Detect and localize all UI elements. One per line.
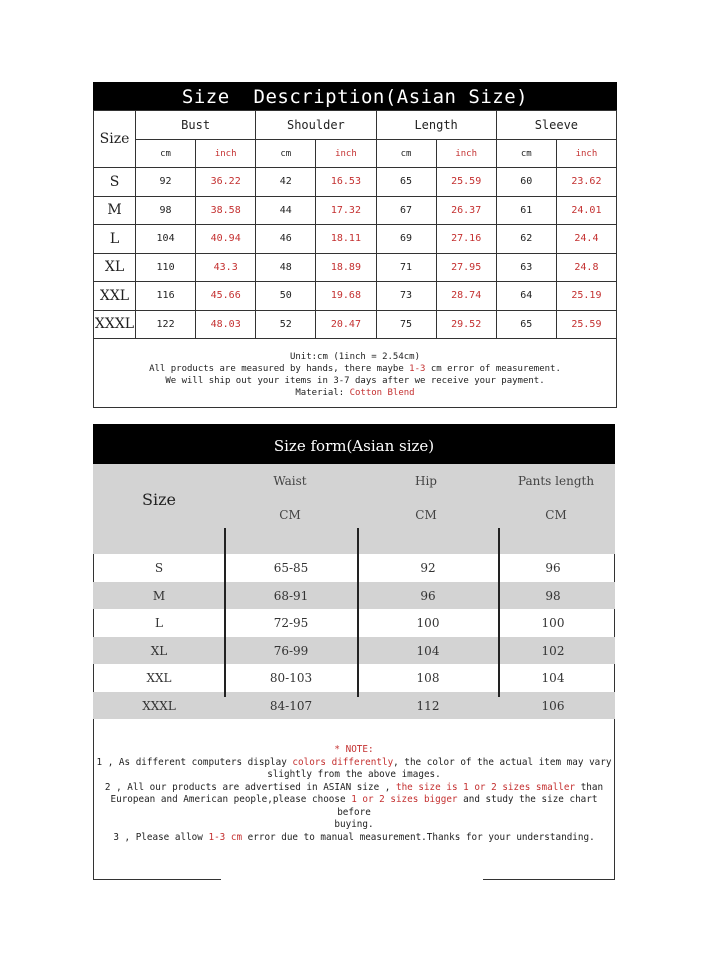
note-ship: We will ship out your items in 3-7 days after we receive your payment. [165, 376, 545, 386]
size-row [94, 253, 617, 282]
inch-value: 45.66 [196, 282, 256, 311]
cm-value: 104 [136, 225, 196, 254]
cm-value: 71 [376, 253, 436, 282]
pants-length-value: 104 [541, 671, 565, 685]
inch-value: 20.47 [316, 310, 376, 339]
cm-value: 75 [376, 310, 436, 339]
size-row [93, 554, 615, 582]
hip-value: 104 [416, 643, 440, 658]
cm-value: 69 [376, 225, 436, 254]
size-header: Size [94, 111, 136, 168]
cm-value: 65 [376, 168, 436, 197]
inch-value: 19.68 [316, 282, 376, 311]
size-label: M [94, 196, 136, 225]
inch-value: 28.74 [436, 282, 496, 311]
cm-value: 48 [256, 253, 316, 282]
bottom-rows [93, 554, 615, 719]
top-table-title: Size Description(Asian Size) [93, 82, 617, 110]
note-2: 2 , All our products are advertised in ASIAN size , the size is 1 or 2 sizes smaller than [104, 781, 604, 793]
inch-value: 25.59 [436, 168, 496, 197]
divider [357, 528, 359, 697]
inch-value: 18.89 [316, 253, 376, 282]
inch-value: 24.4 [556, 225, 616, 254]
waist-value: 65-85 [273, 561, 309, 575]
pants-length-value: 98 [545, 588, 561, 603]
hip-value: 108 [416, 671, 440, 685]
size-form-table [93, 424, 615, 882]
note-measure: All products are measured by hands, there maybe 1-3 cm error of measurement. [149, 364, 561, 374]
bottom-notes [93, 744, 615, 844]
waist-value: 84-107 [269, 698, 313, 713]
size-row [93, 692, 615, 720]
unit-inch: inch [556, 140, 616, 168]
inch-value: 38.58 [196, 196, 256, 225]
size-label: XL [150, 643, 168, 658]
note-2-end: buying. [334, 819, 374, 830]
cm-value: 63 [496, 253, 556, 282]
unit-inch: inch [436, 140, 496, 168]
size-label: XXL [146, 671, 172, 685]
inch-value: 17.32 [316, 196, 376, 225]
cm-value: 65 [496, 310, 556, 339]
size-row [94, 282, 617, 311]
bottom-table-title: Size form(Asian size) [93, 424, 615, 464]
col-pants-length: Pants length [517, 474, 595, 488]
inch-value: 36.22 [196, 168, 256, 197]
cm-value: 92 [136, 168, 196, 197]
size-label: XXXL [142, 698, 176, 713]
inch-value: 24.8 [556, 253, 616, 282]
bottom-header [93, 464, 615, 554]
hip-value: 100 [416, 616, 440, 630]
inch-value: 27.16 [436, 225, 496, 254]
top-table-notes [93, 339, 617, 408]
note-1: 1 , As different computers display colors differently, the color of the actual item may vary [96, 756, 612, 768]
waist-value: 72-95 [273, 616, 309, 630]
cm-value: 61 [496, 196, 556, 225]
inch-value: 16.53 [316, 168, 376, 197]
size-label: M [152, 588, 166, 603]
size-row [93, 664, 615, 692]
cm-value: 60 [496, 168, 556, 197]
unit-row [94, 140, 617, 168]
unit-inch: inch [316, 140, 376, 168]
col-hip: Hip [415, 474, 437, 488]
size-label: L [155, 616, 163, 630]
waist-value: 80-103 [269, 671, 313, 685]
size-row [93, 609, 615, 637]
inch-value: 48.03 [196, 310, 256, 339]
pants-length-value: 96 [545, 561, 561, 575]
size-row [94, 225, 617, 254]
note-1-cont: slightly from the above images. [267, 769, 441, 780]
unit-cm: cm [496, 140, 556, 168]
note-2-cont: European and American people,please choose 1 or 2 sizes bigger and study the size chart before [110, 794, 598, 818]
note-material: Material: Cotton Blend [295, 388, 415, 398]
size-row [94, 196, 617, 225]
note-unit: Unit:cm (1inch = 2.54cm) [289, 352, 421, 362]
group-sleeve: Sleeve [496, 111, 616, 140]
pants-length-value: 106 [541, 698, 565, 713]
waist-value: 76-99 [273, 643, 309, 658]
size-header: Size [142, 490, 176, 509]
size-label: XL [94, 253, 136, 282]
size-label: XXXL [94, 310, 136, 339]
bottom-border-left [93, 879, 221, 880]
cm-value: 46 [256, 225, 316, 254]
unit-pants: CM [545, 508, 567, 522]
group-header-row [94, 111, 617, 140]
cm-value: 52 [256, 310, 316, 339]
cm-value: 62 [496, 225, 556, 254]
unit-cm: cm [256, 140, 316, 168]
inch-value: 40.94 [196, 225, 256, 254]
inch-value: 27.95 [436, 253, 496, 282]
inch-value: 29.52 [436, 310, 496, 339]
hip-value: 112 [416, 698, 440, 713]
unit-hip: CM [415, 508, 437, 522]
size-row [94, 168, 617, 197]
size-row [93, 582, 615, 610]
hip-value: 92 [420, 561, 436, 575]
size-description-table [93, 82, 617, 408]
cm-value: 98 [136, 196, 196, 225]
cm-value: 50 [256, 282, 316, 311]
cm-value: 64 [496, 282, 556, 311]
inch-value: 23.62 [556, 168, 616, 197]
inch-value: 25.59 [556, 310, 616, 339]
cm-value: 116 [136, 282, 196, 311]
unit-inch: inch [196, 140, 256, 168]
waist-value: 68-91 [273, 588, 309, 603]
inch-value: 18.11 [316, 225, 376, 254]
cm-value: 44 [256, 196, 316, 225]
cm-value: 110 [136, 253, 196, 282]
pants-length-value: 100 [541, 616, 565, 630]
unit-cm: cm [376, 140, 436, 168]
unit-cm: cm [136, 140, 196, 168]
divider [498, 528, 500, 697]
size-row [94, 310, 617, 339]
size-label: XXL [94, 282, 136, 311]
bottom-border-right [483, 879, 615, 880]
size-row [93, 637, 615, 665]
cm-value: 73 [376, 282, 436, 311]
size-label: L [94, 225, 136, 254]
inch-value: 26.37 [436, 196, 496, 225]
unit-waist: CM [279, 508, 301, 522]
group-bust: Bust [136, 111, 256, 140]
pants-length-value: 102 [541, 643, 565, 658]
col-waist: Waist [273, 474, 307, 488]
cm-value: 122 [136, 310, 196, 339]
hip-value: 96 [420, 588, 436, 603]
cm-value: 42 [256, 168, 316, 197]
inch-value: 43.3 [196, 253, 256, 282]
inch-value: 25.19 [556, 282, 616, 311]
size-label: S [154, 561, 164, 575]
note-3: 3 , Please allow 1-3 cm error due to manual measurement.Thanks for your understanding. [113, 831, 595, 843]
inch-value: 24.01 [556, 196, 616, 225]
cm-value: 67 [376, 196, 436, 225]
note-heading: * NOTE: [334, 744, 374, 755]
group-length: Length [376, 111, 496, 140]
divider [224, 528, 226, 697]
size-label: S [94, 168, 136, 197]
group-shoulder: Shoulder [256, 111, 376, 140]
